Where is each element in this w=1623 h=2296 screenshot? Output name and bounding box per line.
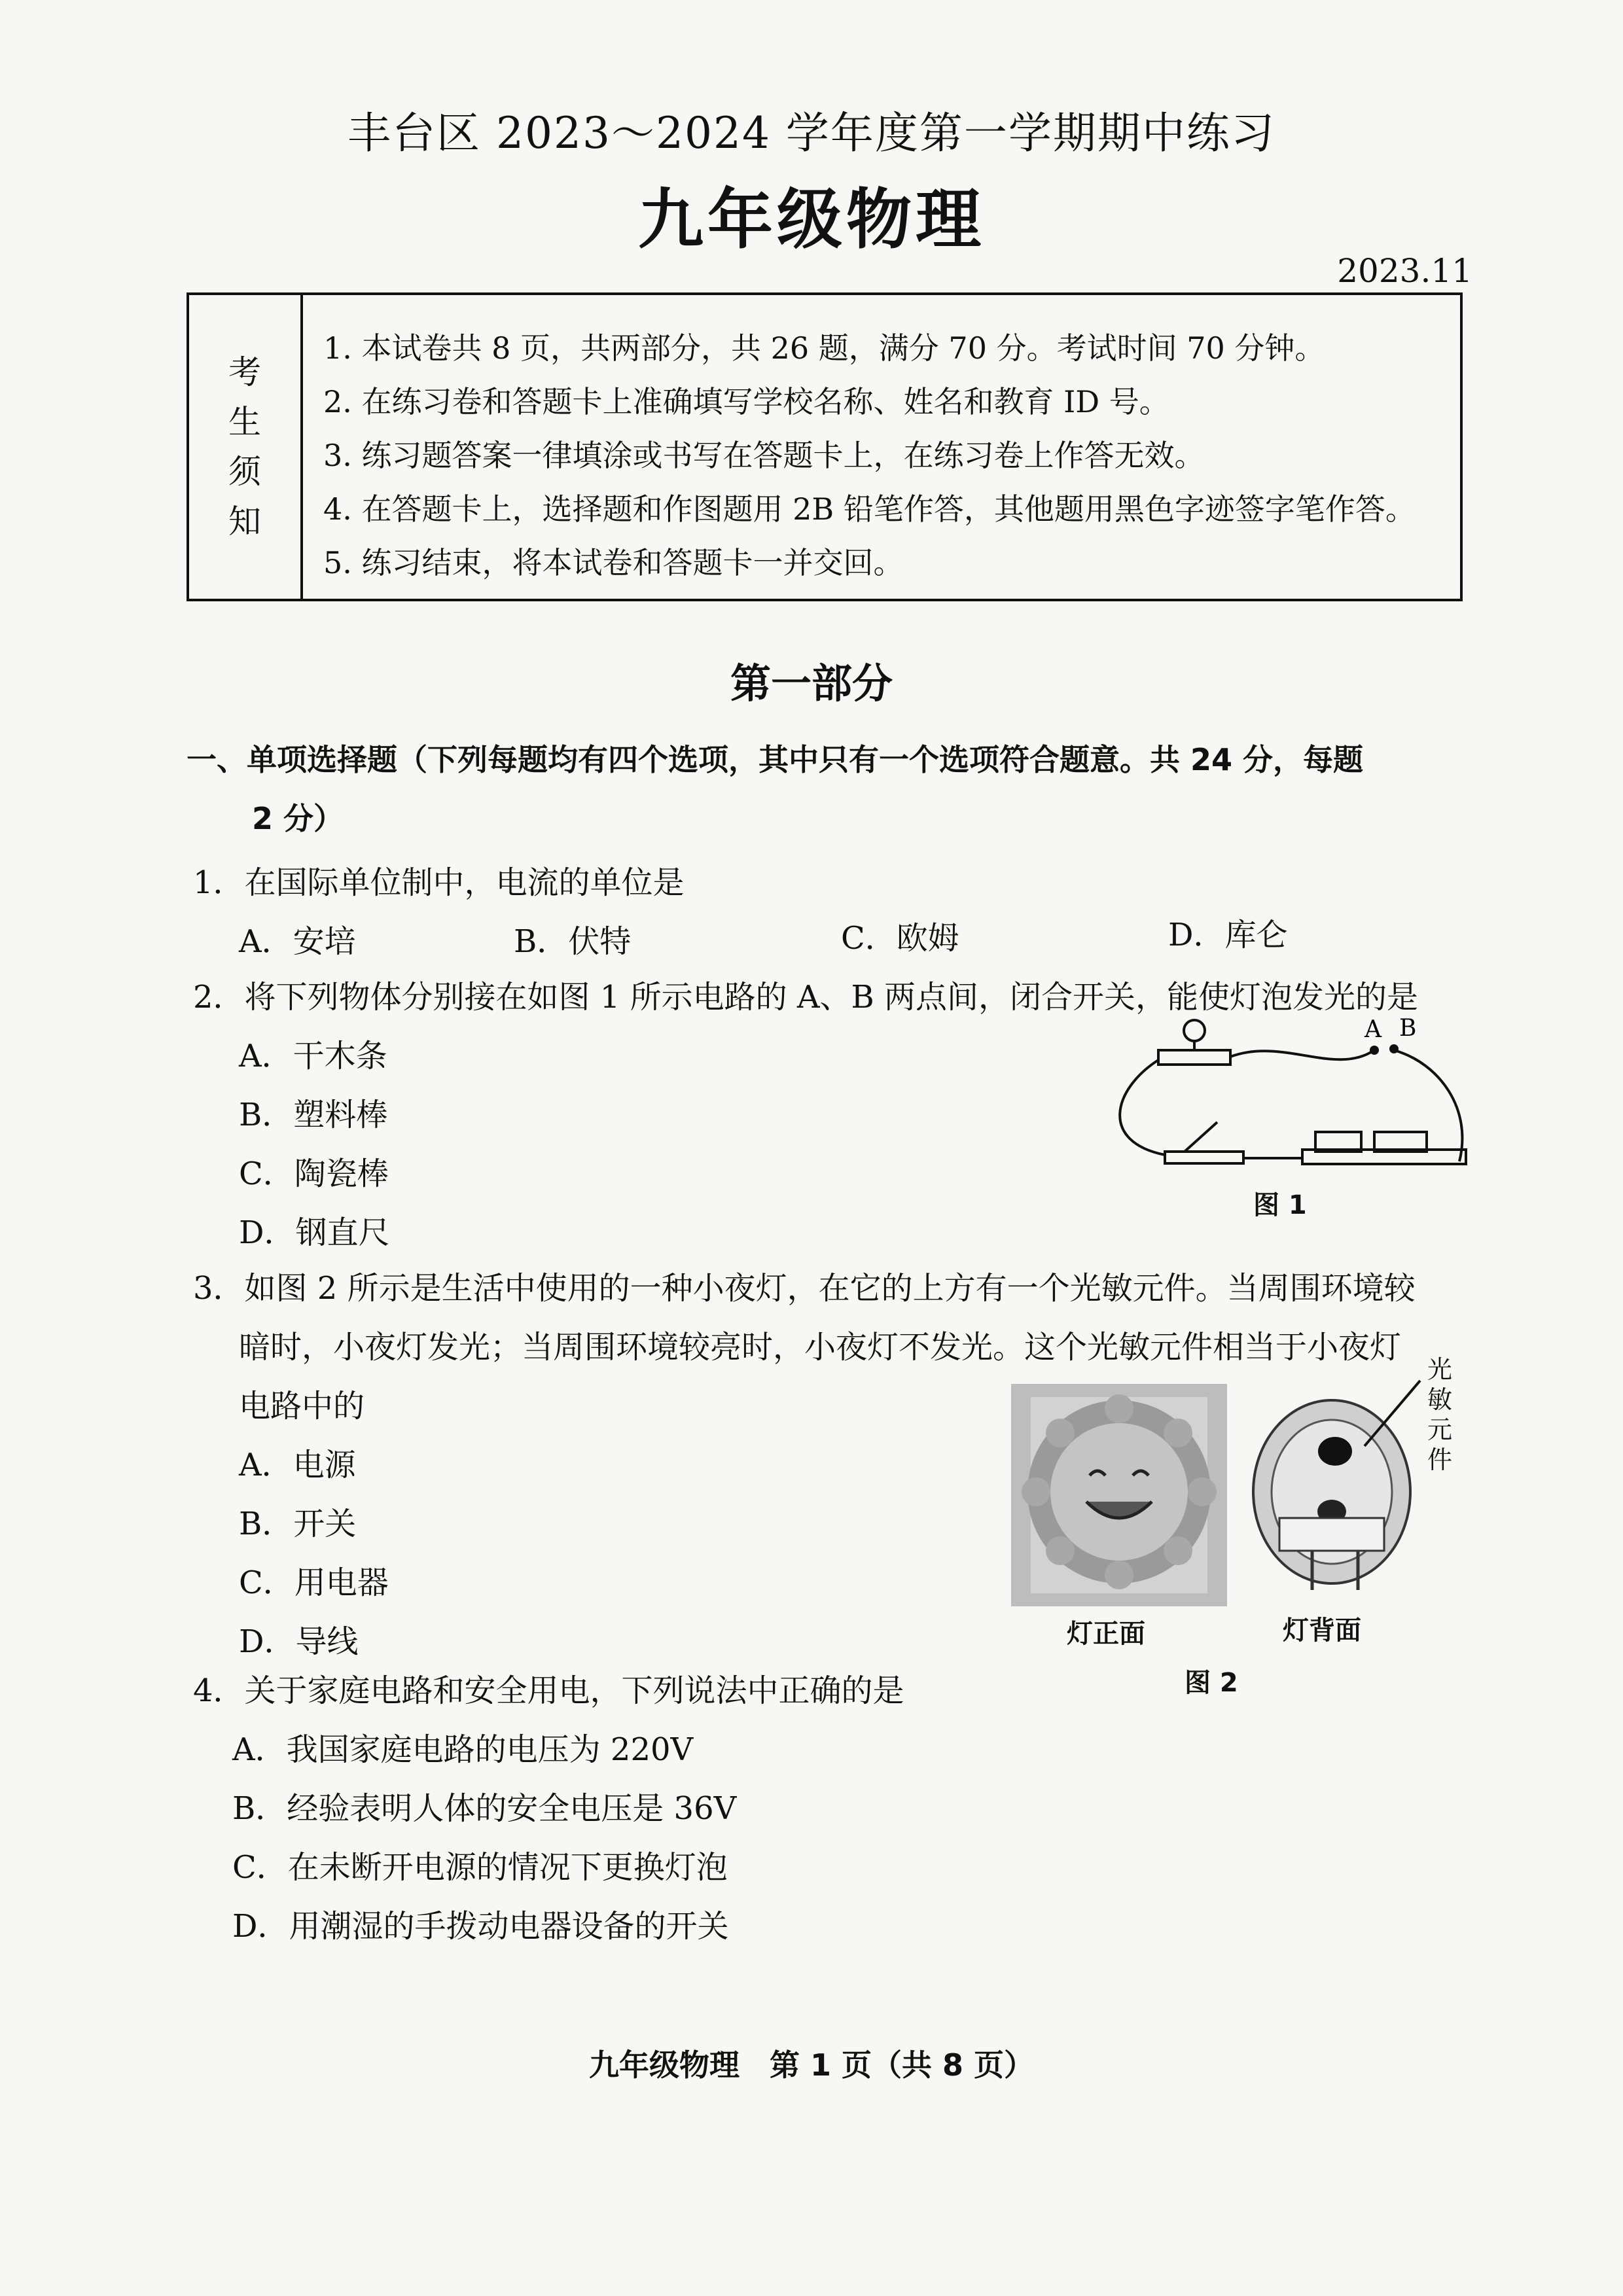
question-2-option-b: B．塑料棒 <box>239 1097 388 1133</box>
question-1-option-b: B．伏特 <box>514 923 632 960</box>
question-3-stem-line: 电路中的 <box>239 1388 365 1424</box>
notice-item: 5. 练习结束，将本试卷和答题卡一并交回。 <box>323 545 904 580</box>
subject-title: 九年级物理 <box>638 181 985 258</box>
question-1-stem: 1．在国际单位制中，电流的单位是 <box>193 864 685 901</box>
notice-heading <box>189 295 303 599</box>
question-2-option-c: C．陶瓷棒 <box>239 1156 389 1192</box>
section-title: 第一部分 <box>730 660 893 707</box>
question-3-option-d: D．导线 <box>239 1623 359 1660</box>
notice-heading-char: 知 <box>228 503 261 540</box>
figure-2-caption: 图 2 <box>1185 1668 1238 1698</box>
exam-date: 2023.11 <box>1337 252 1472 290</box>
notice-list <box>323 321 1416 590</box>
question-4-option-b: B．经验表明人体的安全电压是 36V <box>232 1790 737 1827</box>
back-view-label: 灯背面 <box>1283 1616 1361 1646</box>
notice-heading-char: 考 <box>228 353 261 391</box>
question-4-stem: 4．关于家庭电路和安全用电，下列说法中正确的是 <box>193 1672 904 1709</box>
question-4-option-a: A．我国家庭电路的电压为 220V <box>232 1731 694 1768</box>
question-3-option-c: C．用电器 <box>239 1564 389 1601</box>
question-3-stem-line: 3．如图 2 所示是生活中使用的一种小夜灯，在它的上方有一个光敏元件。当周围环境较 <box>193 1270 1416 1307</box>
question-2-option-a: A．干木条 <box>239 1038 387 1074</box>
question-type-heading: 一、单项选择题（下列每题均有四个选项，其中只有一个选项符合题意。共 24 分，每题 <box>187 742 1364 777</box>
question-3-option-b: B．开关 <box>239 1506 357 1542</box>
question-3-option-a: A．电源 <box>239 1447 356 1483</box>
question-3-stem-line: 暗时，小夜灯发光；当周围环境较亮时，小夜灯不发光。这个光敏元件相当于小夜灯 <box>239 1329 1402 1366</box>
notice-heading-char: 须 <box>228 453 261 491</box>
component-pointer-line <box>1342 1374 1427 1459</box>
notice-item: 1. 本试卷共 8 页，共两部分，共 26 题，满分 70 分。考试时间 70 分钟。 <box>323 330 1325 366</box>
candidate-notice-box <box>187 292 1463 601</box>
notice-item: 2. 在练习卷和答题卡上准确填写学校名称、姓名和教育 ID 号。 <box>323 384 1169 419</box>
page-footer: 九年级物理 第 1 页（共 8 页） <box>588 2047 1035 2083</box>
question-4-option-d: D．用潮湿的手拨动电器设备的开关 <box>232 1908 729 1945</box>
question-1-option-a: A．安培 <box>239 923 356 960</box>
notice-item: 3. 练习题答案一律填涂或书写在答题卡上，在练习卷上作答无效。 <box>323 438 1205 473</box>
question-1-option-d: D．库仑 <box>1168 917 1288 953</box>
front-view-label: 灯正面 <box>1067 1619 1145 1649</box>
question-4-option-c: C．在未断开电源的情况下更换灯泡 <box>232 1849 728 1886</box>
point-a-label: A <box>1364 1016 1382 1043</box>
figure-1-caption: 图 1 <box>1253 1190 1307 1220</box>
figure-1-circuit-diagram <box>1086 1011 1479 1207</box>
question-2-stem: 2．将下列物体分别接在如图 1 所示电路的 A、B 两点间，闭合开关，能使灯泡发光的是 <box>193 979 1419 1016</box>
exam-title: 丰台区 2023～2024 学年度第一学期期中练习 <box>348 108 1275 158</box>
question-type-heading-cont: 2 分） <box>252 801 344 836</box>
photosensitive-component-label: 光敏元件 <box>1427 1355 1452 1474</box>
question-1-option-c: C．欧姆 <box>841 920 959 957</box>
notice-heading-char: 生 <box>228 403 261 441</box>
question-2-option-d: D．钢直尺 <box>239 1214 390 1251</box>
night-light-front-photo <box>1011 1384 1227 1606</box>
point-b-label: B <box>1399 1015 1417 1042</box>
notice-item: 4. 在答题卡上，选择题和作图题用 2B 铅笔作答，其他题用黑色字迹签字笔作答。 <box>323 491 1416 527</box>
